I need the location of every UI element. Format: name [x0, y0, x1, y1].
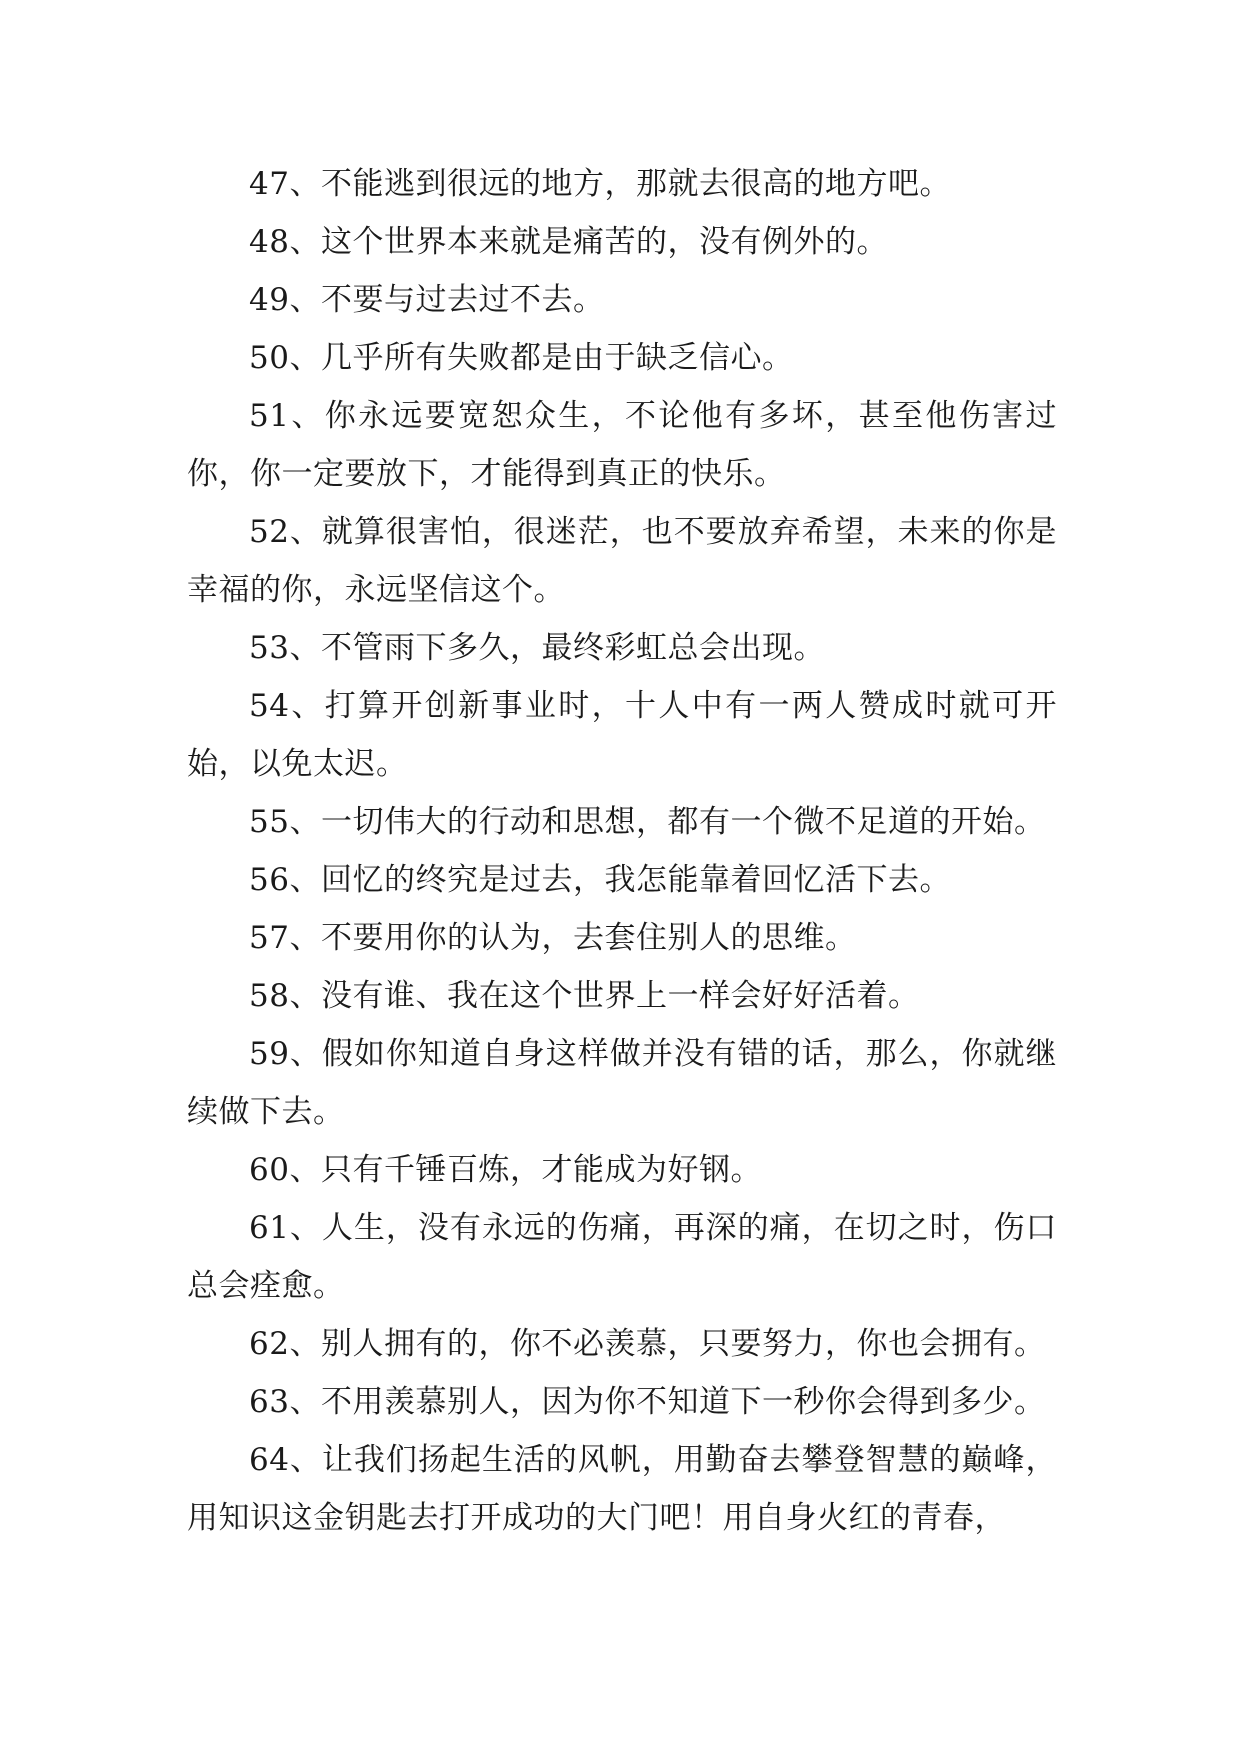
paragraph-63: 63、不用羡慕别人，因为你不知道下一秒你会得到多少。: [249, 1384, 1046, 1420]
paragraph-61: 61、人生，没有永远的伤痛，再深的痛，在切之时，伤口总会痊愈。: [187, 1210, 1057, 1304]
paragraph-53: 53、不管雨下多久，最终彩虹总会出现。: [249, 630, 825, 666]
paragraph-52: 52、就算很害怕，很迷茫，也不要放弃希望，未来的你是幸福的你，永远坚信这个。: [187, 514, 1057, 608]
paragraph-57: 57、不要用你的认为，去套住别人的思维。: [249, 920, 857, 956]
paragraph-54: 54、打算开创新事业时，十人中有一两人赞成时就可开始，以免太迟。: [187, 688, 1057, 782]
paragraph-55: 55、一切伟大的行动和思想，都有一个微不足道的开始。: [249, 804, 1046, 840]
paragraph-58: 58、没有谁、我在这个世界上一样会好好活着。: [249, 978, 920, 1014]
paragraph-60: 60、只有千锤百炼，才能成为好钢。: [249, 1152, 762, 1188]
document-body: [187, 155, 1057, 1547]
paragraph-48: 48、这个世界本来就是痛苦的，没有例外的。: [249, 224, 888, 260]
paragraph-59: 59、假如你知道自身这样做并没有错的话，那么，你就继续做下去。: [187, 1036, 1057, 1130]
paragraph-47: 47、不能逃到很远的地方，那就去很高的地方吧。: [249, 166, 951, 202]
paragraph-56: 56、回忆的终究是过去，我怎能靠着回忆活下去。: [249, 862, 951, 898]
paragraph-62: 62、别人拥有的，你不必羡慕，只要努力，你也会拥有。: [249, 1326, 1046, 1362]
paragraph-64: 64、让我们扬起生活的风帆，用勤奋去攀登智慧的巅峰，用知识这金钥匙去打开成功的大门吧！用自身火红的青春，: [187, 1442, 1057, 1536]
paragraph-49: 49、不要与过去过不去。: [249, 282, 605, 318]
paragraph-50: 50、几乎所有失败都是由于缺乏信心。: [249, 340, 794, 376]
paragraph-51: 51、你永远要宽恕众生，不论他有多坏，甚至他伤害过你，你一定要放下，才能得到真正的快乐。: [187, 398, 1057, 492]
